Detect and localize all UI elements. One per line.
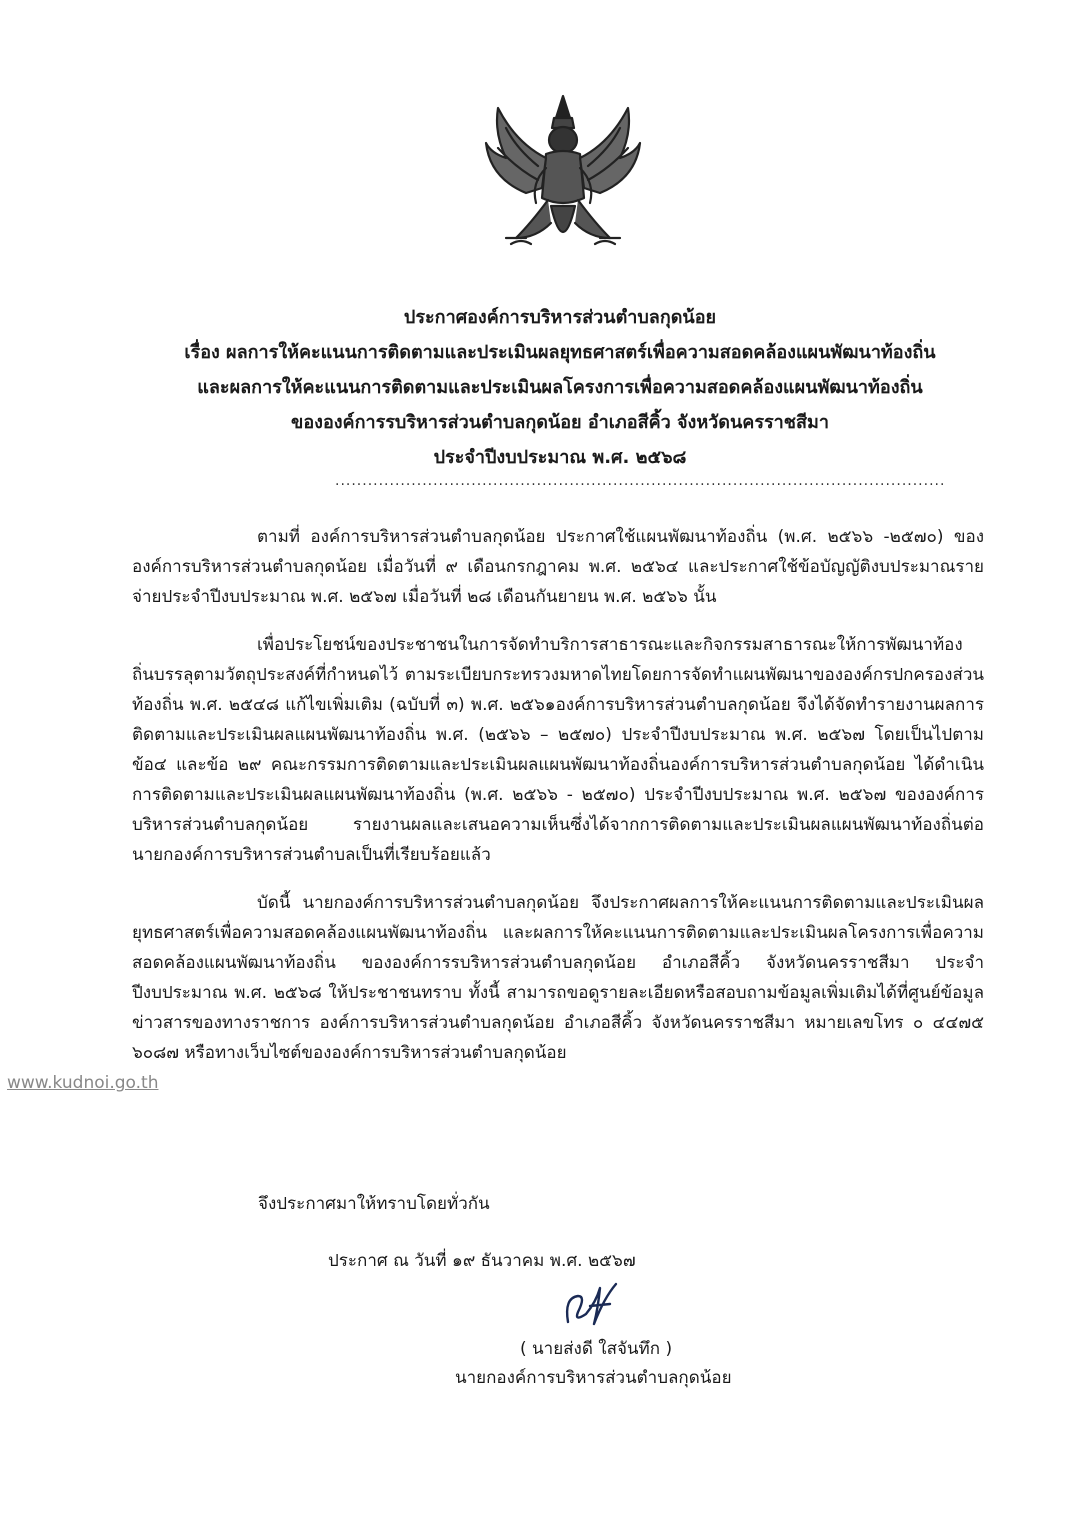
title-line-3: และผลการให้คะแนนการติดตามและประเมินผลโครงการเพื่อความสอดคล้องแผนพัฒนาท้องถิ่น bbox=[197, 377, 923, 398]
title-line-2: เรื่อง ผลการให้คะแนนการติดตามและประเมินผลยุทธศาสตร์เพื่อความสอดคล้องแผนพัฒนาท้องถิ่น bbox=[184, 342, 936, 363]
title-line-4: ขององค์การรบริหารส่วนตำบลกุดน้อย อำเภอสีคิ้ว จังหวัดนครราชสีมา bbox=[291, 412, 829, 433]
signer-name: ( นายส่งดี ใสจันทึก ) bbox=[520, 1339, 673, 1359]
title-separator: ................................................................................................................ bbox=[335, 473, 946, 489]
garuda-emblem-icon bbox=[476, 88, 651, 263]
announcement-body bbox=[7, 522, 984, 1098]
paragraph-3-text: บัดนี้ นายกองค์การบริหารส่วนตำบลกุดน้อย จึงประกาศผลการให้คะแนนการติดตามและประเมินผลยุทธศาสตร์เพื่อความสอดคล้องแผนพัฒนาท้องถิ่น และผลการให้คะแนนการติดตามและประเมินผลโครงการเพื่อความสอดคล้องแผนพัฒนาท้องถิ่น ขององค์การรบริหารส่วนตำบลกุดน้อย อำเภอสีคิ้ว จังหวัดนครราชสีมา ประจำปีงบประมาณ พ.ศ. ๒๕๖๘ ให้ประชาชนทราบ ทั้งนี้ สามารถขอดูรายละเอียดหรือสอบถามข้อมูลเพิ่มเติมได้ที่ศูนย์ข้อมูลข่าวสารของทางราชการ องค์การบริหารส่วนตำบลกุดน้อย อำเภอสีคิ้ว จังหวัดนครราชสีมา หมายเลขโทร ๐ ๔๔๗๕ ๖๐๘๗ หรือทางเว็บไซต์ขององค์การบริหารส่วนตำบลกุดน้อย bbox=[132, 893, 984, 1063]
announcement-title bbox=[110, 300, 1010, 475]
title-line-1: ประกาศองค์การบริหารส่วนตำบลกุดน้อย bbox=[403, 307, 717, 328]
paragraph-3 bbox=[7, 888, 984, 1098]
closing-statement: จึงประกาศมาให้ทราบโดยทั่วกัน bbox=[258, 1194, 490, 1214]
website-link[interactable]: www.kudnoi.go.th bbox=[7, 1073, 159, 1093]
paragraph-2: เพื่อประโยชน์ของประชาชนในการจัดทำบริการสาธารณะและกิจกรรมสาธารณะให้การพัฒนาท้องถิ่นบรรลุตามวัตถุประสงค์ที่กำหนดไว้ ตามระเบียบกระทรวงมหาดไทยโดยการจัดทำแผนพัฒนาขององค์กรปกครองส่วนท้องถิ่น พ.ศ. ๒๕๔๘ แก้ไขเพิ่มเติม (ฉบับที่ ๓) พ.ศ. ๒๕๖๑องค์การบริหารส่วนตำบลกุดน้อย จึงได้จัดทำรายงานผลการติดตามและประเมินผลแผนพัฒนาท้องถิ่น พ.ศ. (๒๕๖๖ – ๒๕๗๐) ประจำปีงบประมาณ พ.ศ. ๒๕๖๗ โดยเป็นไปตามข้อ๔ และข้อ ๒๙ คณะกรรมการติดตามและประเมินผลแผนพัฒนาท้องถิ่นองค์การบริหารส่วนตำบลกุดน้อย ได้ดำเนินการติดตามและประเมินผลแผนพัฒนาท้องถิ่น (พ.ศ. ๒๕๖๖ - ๒๕๗๐) ประจำปีงบประมาณ พ.ศ. ๒๕๖๗ ขององค์การบริหารส่วนตำบลกุดน้อย รายงานผลและเสนอความเห็นซึ่งได้จากการติดตามและประเมินผลแผนพัฒนาท้องถิ่นต่อนายกองค์การบริหารส่วนตำบลเป็นที่เรียบร้อยแล้ว bbox=[132, 635, 984, 865]
signer-title: นายกองค์การบริหารส่วนตำบลกุดน้อย bbox=[455, 1368, 732, 1388]
title-line-5: ประจำปีงบประมาณ พ.ศ. ๒๕๖๘ bbox=[433, 447, 687, 468]
paragraph-1: ตามที่ องค์การบริหารส่วนตำบลกุดน้อย ประกาศใช้แผนพัฒนาท้องถิ่น (พ.ศ. ๒๕๖๖ -๒๕๗๐) ขององค์การบริหารส่วนตำบลกุดน้อย เมื่อวันที่ ๙ เดือนกรกฎาคม พ.ศ. ๒๕๖๔ และประกาศใช้ข้อบัญญัติงบประมาณรายจ่ายประจำปีงบประมาณ พ.ศ. ๒๕๖๗ เมื่อวันที่ ๒๘ เดือนกันยายน พ.ศ. ๒๕๖๖ นั้น bbox=[132, 527, 984, 607]
announcement-date: ประกาศ ณ วันที่ ๑๙ ธันวาคม พ.ศ. ๒๕๖๗ bbox=[328, 1251, 636, 1271]
handwritten-signature-icon bbox=[560, 1278, 622, 1332]
